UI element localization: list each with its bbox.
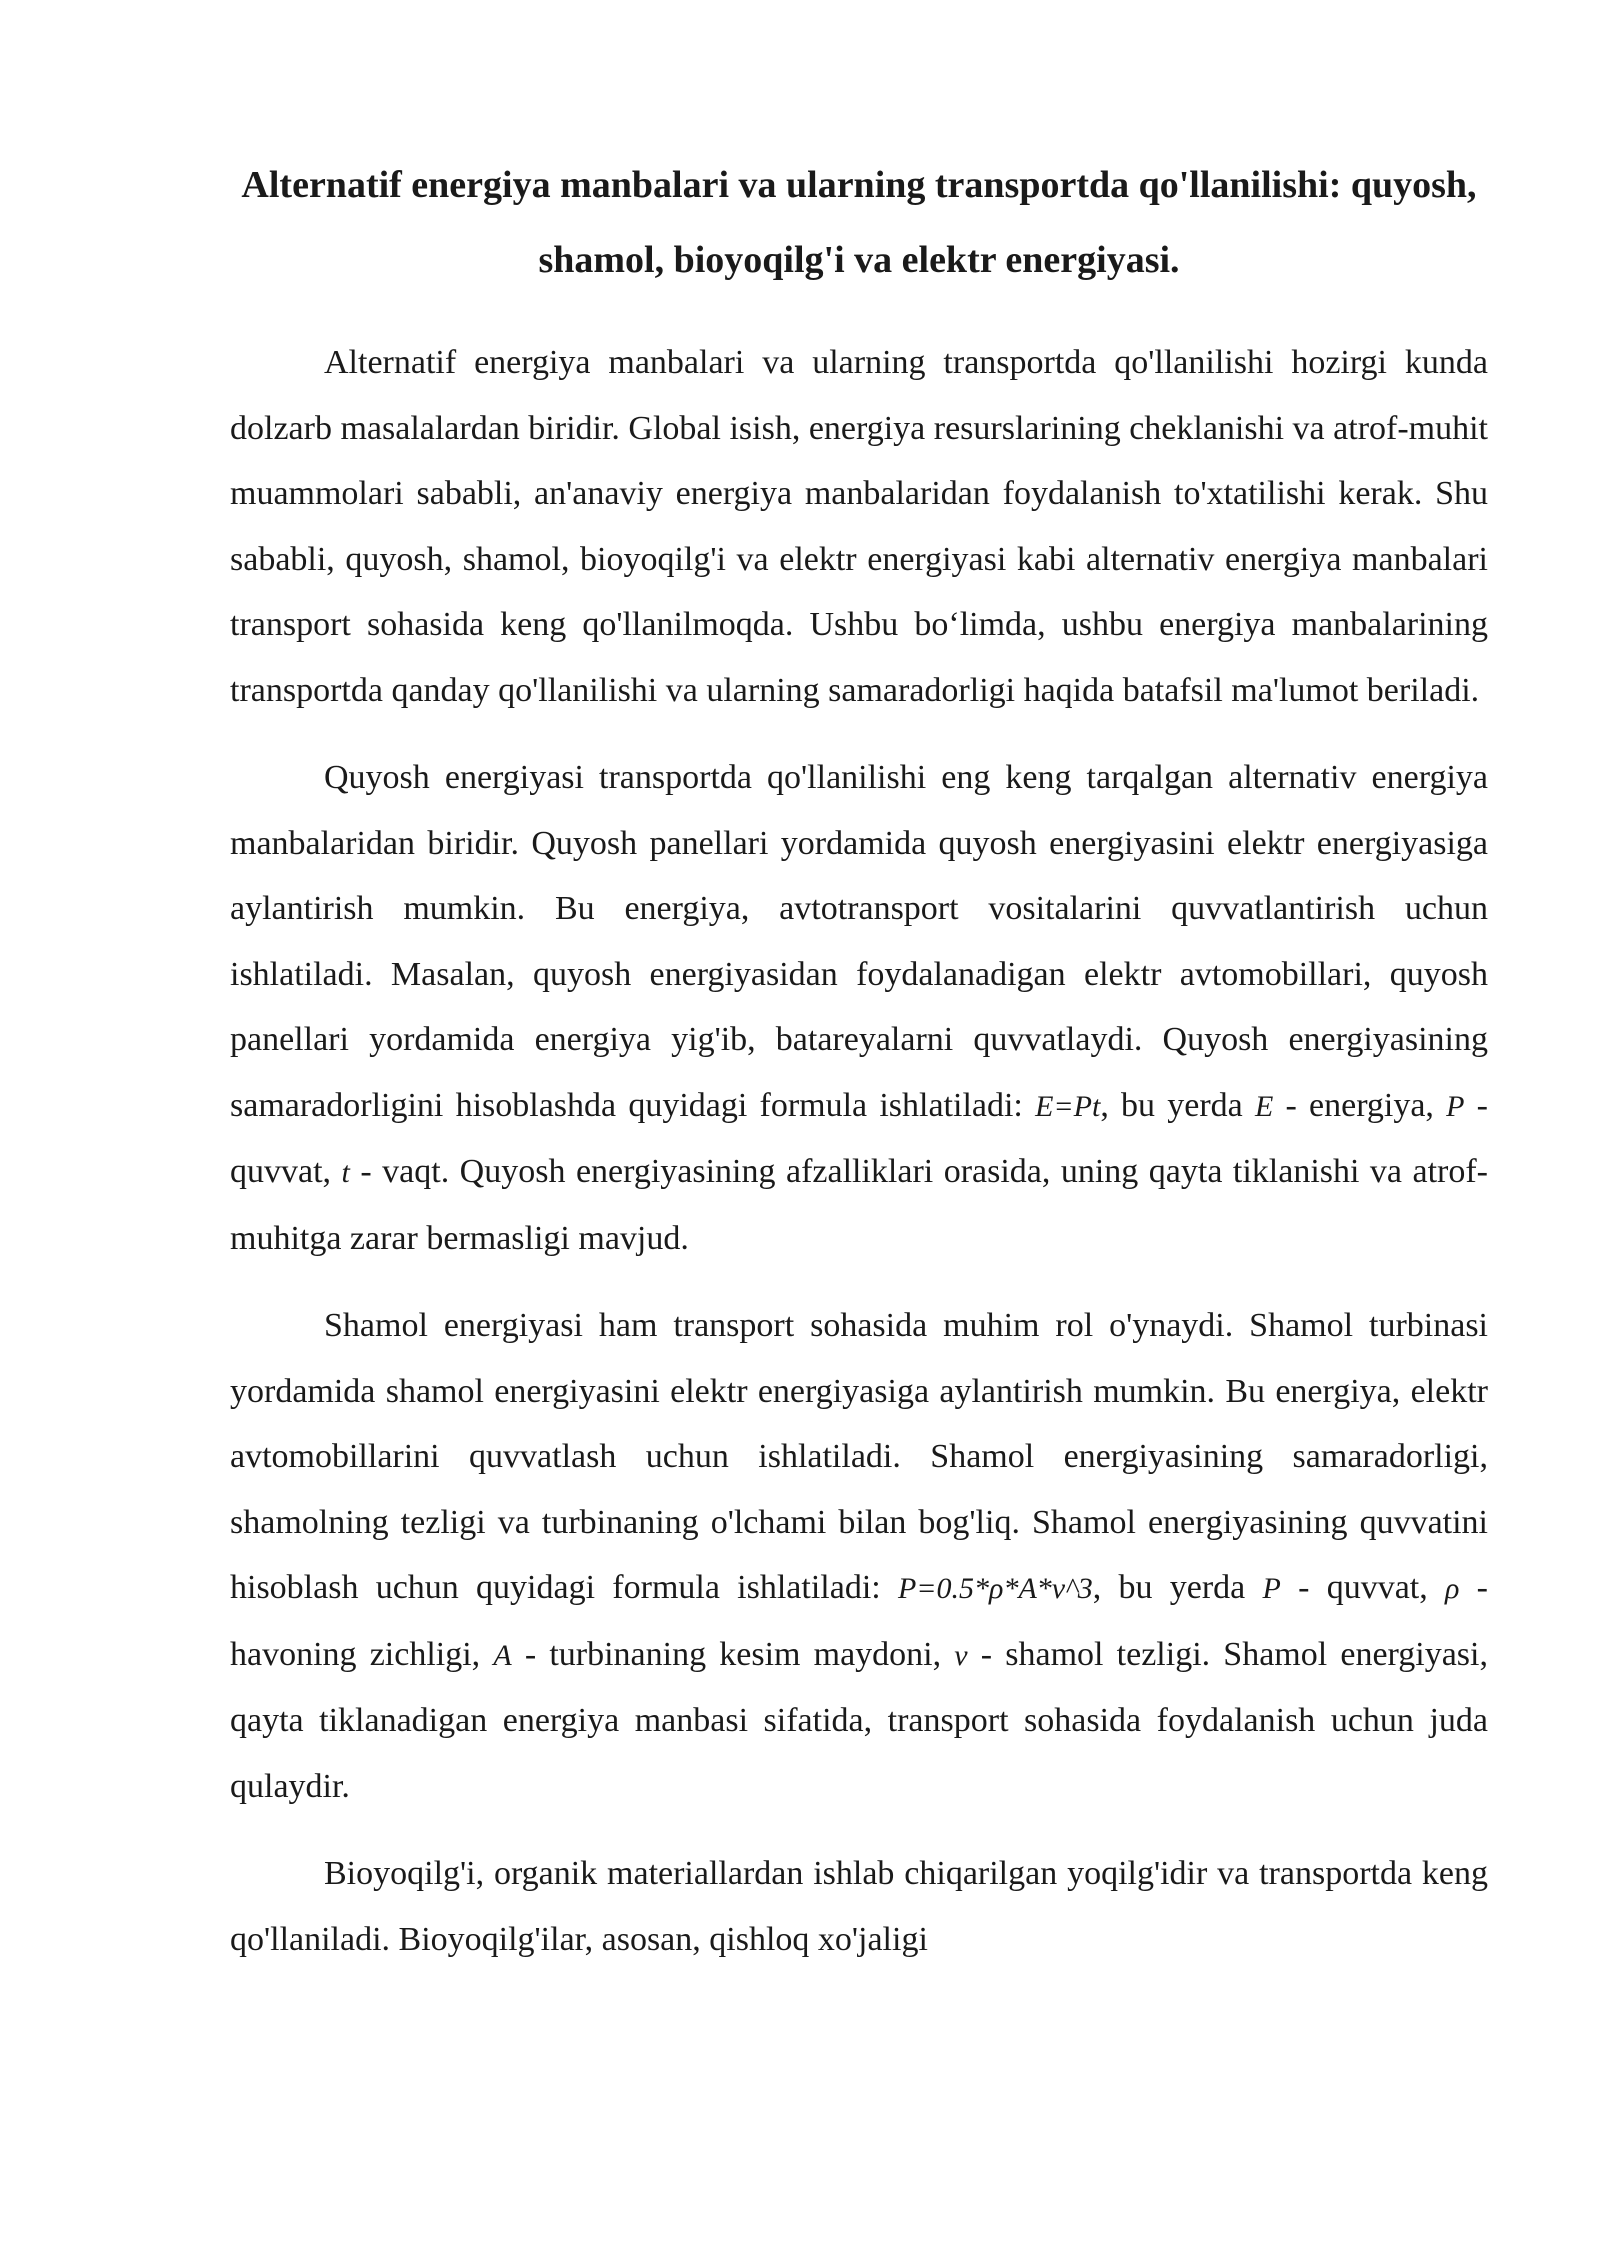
wind-text-2: , bu yerda bbox=[1092, 1569, 1263, 1606]
solar-text-2: , bu yerda bbox=[1100, 1086, 1255, 1124]
solar-text-5: - vaqt. Quyosh energiyasining afzalliklari orasida, uning qayta tiklanishi va atrof-muhitga zarar bermasligi mavjud. bbox=[230, 1153, 1488, 1257]
biofuel-paragraph: Bioyoqilg'i, organik materiallardan ishlab chiqarilgan yoqilg'idir va transportda keng qo'llaniladi. Bioyoqilg'ilar, asosan, qishloq xo'jaligi bbox=[230, 1855, 1488, 1958]
wind-text-5: - turbinaning kesim maydoni, bbox=[511, 1635, 955, 1673]
solar-text-4: - quvvat, bbox=[230, 1086, 1488, 1190]
document-title: Alternatif energiya manbalari va ularning transportda qo'llanilishi: quyosh, shamol, bioyoqilg'i va elektr energiyasi. bbox=[241, 164, 1477, 281]
wind-paragraph bbox=[230, 1293, 1488, 1819]
solar-text-3: - energiya, bbox=[1273, 1086, 1447, 1124]
solar-var-p: P bbox=[1446, 1089, 1465, 1123]
solar-formula: E=Pt bbox=[1035, 1089, 1101, 1123]
wind-text-3: - quvvat, bbox=[1280, 1569, 1445, 1606]
wind-var-p: P bbox=[1262, 1572, 1281, 1605]
document-body bbox=[230, 148, 1488, 1994]
solar-paragraph bbox=[230, 745, 1488, 1271]
solar-var-t: t bbox=[341, 1156, 350, 1189]
solar-var-e: E bbox=[1254, 1089, 1274, 1123]
wind-var-rho: ρ bbox=[1445, 1572, 1460, 1605]
intro-paragraph: Alternatif energiya manbalari va ularning transportda qo'llanilishi hozirgi kunda dolzarb masalalardan biridir. Global isish, energiya resurslarining cheklanishi va atrof-muhit muammolari sababli, an'anaviy energiya manbalaridan foydalanish to'xtatilishi kerak. Shu sababli, quyosh, shamol, bioyoqilg'i va elektr energiyasi kabi alternativ energiya manbalari transport sohasida keng qo'llanilmoqda. Ushbu bo‘limda, ushbu energiya manbalarining transportda qanday qo'llanilishi va ularning samaradorligi haqida batafsil ma'lumot beriladi. bbox=[230, 344, 1488, 709]
wind-text-1: Shamol energiyasi ham transport sohasida muhim rol o'ynaydi. Shamol turbinasi yordamida shamol energiyasini elektr energiyasiga aylantirish mumkin. Bu energiya, elektr avtomobillarini quvvatlash uchun ishlatiladi. Shamol energiyasining samaradorligi, shamolning tezligi va turbinaning o'lchami bilan bog'liq. Shamol energiyasining quvvatini hisoblash uchun quyidagi formula ishlatiladi: bbox=[230, 1307, 1488, 1606]
solar-text-1: Quyosh energiyasi transportda qo'llanilishi eng keng tarqalgan alternativ energiya manbalaridan biridir. Quyosh panellari yordamida quyosh energiyasini elektr energiyasiga aylantirish mumkin. Bu energiya, avtotransport vositalarini quvvatlantirish uchun ishlatiladi. Masalan, quyosh energiyasidan foydalanadigan elektr avtomobillari, quyosh panellari yordamida energiya yig'ib, batareyalarni quvvatlaydi. Quyosh energiyasining samaradorligini hisoblashda quyidagi formula ishlatiladi: bbox=[230, 759, 1488, 1124]
wind-var-v: v bbox=[954, 1638, 968, 1672]
wind-formula: P=0.5*ρ*A*v^3 bbox=[897, 1572, 1093, 1605]
wind-var-a: A bbox=[493, 1638, 512, 1672]
wind-text-6: - shamol tezligi. Shamol energiyasi, qayta tiklanadigan energiya manbasi sifatida, transport sohasida foydalanish uchun juda qulaydir. bbox=[230, 1635, 1488, 1805]
wind-text-4: - havoning zichligi, bbox=[230, 1569, 1488, 1673]
